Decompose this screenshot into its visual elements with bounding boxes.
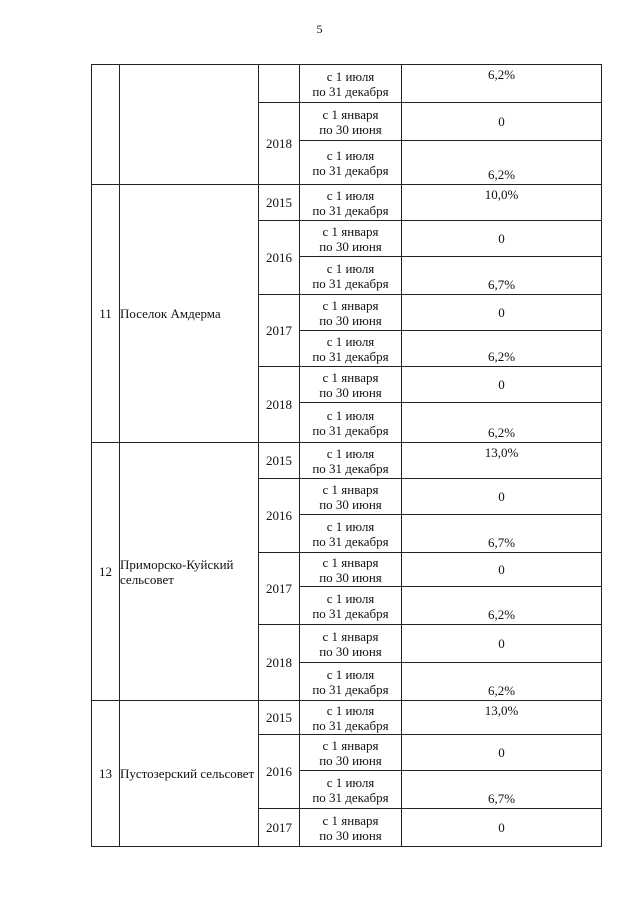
- period-cell: [300, 403, 402, 443]
- period-end: по 30 июня: [319, 752, 382, 768]
- rate-cell: 0: [402, 221, 602, 257]
- period-cell: [300, 295, 402, 331]
- period-end: по 31 декабря: [312, 422, 389, 438]
- year-cell: 2016: [259, 735, 300, 809]
- year-cell: 2015: [259, 701, 300, 735]
- period-cell: [300, 367, 402, 403]
- period-cell: [300, 587, 402, 625]
- rate-cell: 0: [402, 295, 602, 331]
- period-cell: [300, 103, 402, 141]
- period-end: по 30 июня: [319, 384, 382, 400]
- period-start: с 1 июля: [326, 666, 375, 682]
- period-cell: [300, 65, 402, 103]
- period-start: с 1 января: [322, 106, 379, 122]
- period-end: по 30 июня: [319, 496, 382, 512]
- table-row: [92, 701, 602, 735]
- period-start: с 1 января: [322, 554, 379, 570]
- rate-cell: 6,7%: [402, 257, 602, 295]
- rate-cell: 6,2%: [402, 141, 602, 185]
- period-start: с 1 июля: [326, 333, 375, 349]
- settlement-name-cell: [120, 65, 259, 185]
- settlement-name-cell: Поселок Амдерма: [120, 185, 259, 443]
- period-end: по 30 июня: [319, 643, 382, 659]
- rate-cell: 6,2%: [402, 663, 602, 701]
- rate-cell: 0: [402, 479, 602, 515]
- period-cell: [300, 735, 402, 771]
- year-cell: 2015: [259, 185, 300, 221]
- rate-cell: 0: [402, 553, 602, 587]
- rate-cell: 0: [402, 809, 602, 847]
- period-start: с 1 января: [322, 481, 379, 497]
- period-start: с 1 июля: [326, 702, 375, 718]
- period-end: по 31 декабря: [312, 460, 389, 476]
- period-start: с 1 июля: [326, 68, 375, 84]
- period-end: по 31 декабря: [312, 533, 389, 549]
- period-start: с 1 января: [322, 223, 379, 239]
- year-cell: 2016: [259, 221, 300, 295]
- period-end: по 31 декабря: [312, 202, 389, 218]
- rate-cell: 6,2%: [402, 587, 602, 625]
- rate-cell: 0: [402, 625, 602, 663]
- period-end: по 30 июня: [319, 312, 382, 328]
- period-cell: [300, 331, 402, 367]
- row-number-cell: 13: [92, 701, 120, 847]
- period-end: по 31 декабря: [312, 348, 389, 364]
- period-end: по 31 декабря: [312, 605, 389, 621]
- rate-cell: 10,0%: [402, 185, 602, 221]
- year-cell: 2018: [259, 103, 300, 185]
- period-cell: [300, 809, 402, 847]
- year-cell: 2017: [259, 295, 300, 367]
- period-end: по 31 декабря: [312, 681, 389, 697]
- period-cell: [300, 663, 402, 701]
- period-end: по 31 декабря: [312, 162, 389, 178]
- year-cell: 2018: [259, 367, 300, 443]
- year-cell: 2017: [259, 553, 300, 625]
- period-cell: [300, 515, 402, 553]
- rate-cell: 6,2%: [402, 403, 602, 443]
- period-cell: [300, 479, 402, 515]
- tariff-table: [91, 64, 602, 847]
- period-cell: [300, 443, 402, 479]
- period-cell: [300, 771, 402, 809]
- settlement-name-cell: Пустозерский сельсовет: [120, 701, 259, 847]
- period-cell: [300, 221, 402, 257]
- period-end: по 30 июня: [319, 569, 382, 585]
- row-number-cell: 11: [92, 185, 120, 443]
- period-start: с 1 января: [322, 369, 379, 385]
- rate-cell: 6,7%: [402, 771, 602, 809]
- rate-cell: 13,0%: [402, 443, 602, 479]
- table-row: [92, 443, 602, 479]
- period-start: с 1 июля: [326, 147, 375, 163]
- rate-cell: 6,2%: [402, 331, 602, 367]
- period-start: с 1 января: [322, 297, 379, 313]
- period-end: по 30 июня: [319, 121, 382, 137]
- period-end: по 31 декабря: [312, 83, 389, 99]
- period-cell: [300, 625, 402, 663]
- period-start: с 1 июля: [326, 407, 375, 423]
- period-cell: [300, 553, 402, 587]
- period-end: по 31 декабря: [312, 717, 389, 733]
- rate-cell: 13,0%: [402, 701, 602, 735]
- period-cell: [300, 185, 402, 221]
- period-cell: [300, 257, 402, 295]
- table-row: [92, 65, 602, 103]
- table-row: [92, 185, 602, 221]
- period-start: с 1 января: [322, 812, 379, 828]
- period-start: с 1 июля: [326, 590, 375, 606]
- period-cell: [300, 141, 402, 185]
- row-number-cell: [92, 65, 120, 185]
- row-number-cell: 12: [92, 443, 120, 701]
- period-start: с 1 января: [322, 628, 379, 644]
- rate-cell: 6,2%: [402, 65, 602, 103]
- rate-cell: 6,7%: [402, 515, 602, 553]
- year-cell: [259, 65, 300, 103]
- rate-cell: 0: [402, 367, 602, 403]
- period-start: с 1 июля: [326, 445, 375, 461]
- year-cell: 2017: [259, 809, 300, 847]
- period-end: по 31 декабря: [312, 275, 389, 291]
- period-start: с 1 июля: [326, 187, 375, 203]
- period-start: с 1 июля: [326, 260, 375, 276]
- year-cell: 2018: [259, 625, 300, 701]
- rate-cell: 0: [402, 735, 602, 771]
- period-end: по 30 июня: [319, 827, 382, 843]
- year-cell: 2016: [259, 479, 300, 553]
- period-end: по 30 июня: [319, 238, 382, 254]
- rate-cell: 0: [402, 103, 602, 141]
- period-end: по 31 декабря: [312, 789, 389, 805]
- period-cell: [300, 701, 402, 735]
- year-cell: 2015: [259, 443, 300, 479]
- period-start: с 1 января: [322, 737, 379, 753]
- period-start: с 1 июля: [326, 774, 375, 790]
- settlement-name-cell: Приморско-Куйский сельсовет: [120, 443, 259, 701]
- page-number: 5: [316, 22, 323, 36]
- period-start: с 1 июля: [326, 518, 375, 534]
